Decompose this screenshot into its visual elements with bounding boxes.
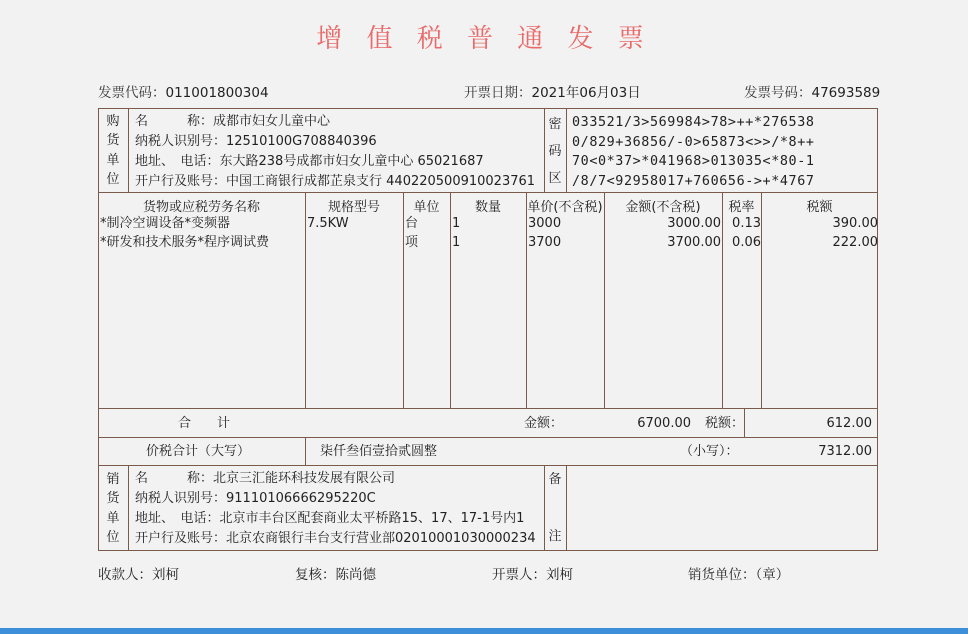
seller-side-char: 销 — [106, 472, 120, 487]
col-divider — [305, 437, 306, 465]
buyer-side-char: 货 — [106, 133, 120, 148]
cipher-line: 70<0*37>*041968>013035<*80-1 — [572, 154, 815, 169]
seller-bank-label: 开户行及账号： — [135, 531, 227, 546]
col-divider — [450, 192, 451, 408]
header-tax: 税额 — [806, 200, 833, 215]
remarks-box — [567, 466, 877, 550]
grand-total-upper: 柒仟叁佰壹拾贰圆整 — [320, 444, 438, 459]
buyer-bank-label: 开户行及账号： — [135, 174, 227, 189]
footer-payee-value: 刘柯 — [152, 567, 179, 583]
seller-address: 北京市丰台区配套商业太平桥路15、17、17-1号内1 — [219, 511, 525, 526]
footer-payee-label: 收款人： — [98, 567, 152, 583]
grand-total-small-label: （小写）： — [680, 444, 739, 459]
buyer-address-label: 地址、 电话： — [135, 154, 220, 169]
invoice-code — [98, 81, 269, 101]
cipher-line: 0/829+36856/-0>65873<>>/*8++ — [572, 134, 815, 150]
cipher-side-char: 区 — [548, 171, 562, 186]
buyer-name-row — [135, 112, 330, 131]
invoice-date-value: 2021年06月03日 — [531, 85, 641, 101]
cipher-side-char: 码 — [548, 144, 562, 159]
footer-issuer-value: 刘柯 — [546, 567, 573, 583]
invoice-number-label: 发票号码： — [744, 85, 812, 101]
item-rate: 0.06 — [732, 235, 761, 250]
footer-issuer — [492, 563, 573, 583]
totals-amount: 6700.00 — [637, 416, 691, 431]
cipher-line: /8/7<92958017+760656->+*4767 — [572, 173, 815, 189]
col-divider — [544, 465, 545, 551]
seller-bank: 北京农商银行丰台支行营业部02010001030000234 — [226, 531, 536, 546]
remarks-side-char: 注 — [548, 529, 562, 544]
grand-total-label: 价税合计（大写） — [146, 444, 251, 459]
col-divider — [744, 408, 745, 437]
seller-side-char: 单 — [106, 511, 120, 526]
item-tax: 390.00 — [832, 216, 878, 231]
footer-seller-stamp: （章） — [755, 567, 790, 583]
item-rate: 0.13 — [732, 216, 761, 231]
buyer-side-char: 单 — [106, 153, 120, 168]
footer-issuer-label: 开票人： — [492, 567, 546, 583]
cipher-line: 033521/3>569984>78>++*276538 — [572, 115, 815, 130]
totals-tax: 612.00 — [826, 416, 872, 431]
item-price: 3700 — [528, 235, 562, 250]
invoice-code-label: 发票代码： — [98, 85, 166, 101]
header-price: 单价(不含税) — [527, 200, 603, 215]
col-divider — [566, 108, 567, 192]
buyer-name-label: 名 称： — [135, 114, 214, 129]
invoice-title: 增 值 税 普 通 发 票 — [316, 24, 652, 54]
seller-tax-id: 91110106666295220C — [226, 491, 376, 506]
buyer-bank-row — [135, 172, 535, 191]
invoice-number — [744, 81, 880, 101]
item-unit: 项 — [405, 235, 419, 250]
header-spec: 规格型号 — [327, 200, 380, 215]
totals-label: 合 计 — [178, 416, 231, 431]
bottom-accent-bar — [0, 628, 968, 634]
footer-payee — [98, 563, 179, 583]
col-divider — [403, 192, 404, 408]
footer-seller — [688, 563, 789, 583]
item-amount: 3000.00 — [667, 216, 721, 231]
col-divider — [128, 108, 129, 192]
footer-reviewer — [295, 563, 376, 583]
item-spec: 7.5KW — [307, 216, 349, 231]
invoice-date-label: 开票日期： — [464, 85, 532, 101]
buyer-address-row — [135, 152, 484, 171]
col-divider — [305, 192, 306, 408]
totals-tax-label: 税额： — [705, 416, 745, 431]
seller-side-char: 货 — [106, 491, 120, 506]
invoice-code-value: 011001800304 — [165, 85, 269, 101]
totals-amount-label: 金额： — [524, 416, 564, 431]
cipher-side-char: 密 — [548, 117, 562, 132]
seller-tax-id-label: 纳税人识别号： — [135, 491, 227, 506]
seller-address-row — [135, 509, 524, 528]
buyer-tax-id: 12510100G708840396 — [226, 134, 377, 149]
seller-side-char: 位 — [106, 530, 120, 545]
seller-bank-row — [135, 529, 536, 548]
item-price: 3000 — [528, 216, 562, 231]
buyer-bank: 中国工商银行成都芷泉支行 4402205009100237​61 — [226, 174, 536, 189]
seller-name-row — [135, 469, 395, 488]
item-qty: 1 — [452, 235, 461, 250]
invoice-number-value: 47693589 — [811, 85, 881, 101]
footer-reviewer-value: 陈尚德 — [335, 567, 376, 583]
col-divider — [128, 465, 129, 551]
buyer-side-char: 购 — [106, 114, 120, 129]
header-amount: 金额(不含税) — [625, 200, 701, 215]
header-unit: 单位 — [413, 200, 440, 215]
invoice-date — [464, 81, 641, 101]
col-divider — [526, 192, 527, 408]
item-name: *研发和技术服务*程序调试费 — [100, 235, 270, 250]
buyer-name: 成都市妇女儿童中心 — [213, 114, 331, 129]
item-name: *制冷空调设备*变频器 — [100, 216, 231, 231]
footer-reviewer-label: 复核： — [295, 567, 336, 583]
grand-total-small: 7312.00 — [818, 444, 872, 459]
seller-name: 北京三汇能环科技发展有限公司 — [213, 471, 396, 486]
seller-tax-id-row — [135, 489, 376, 508]
buyer-tax-id-label: 纳税人识别号： — [135, 134, 227, 149]
header-qty: 数量 — [474, 200, 501, 215]
row-divider — [98, 408, 878, 409]
item-amount: 3700.00 — [667, 235, 721, 250]
remarks-side-char: 备 — [548, 472, 562, 487]
buyer-side-char: 位 — [106, 172, 120, 187]
item-unit: 台 — [405, 216, 419, 231]
row-divider — [98, 437, 878, 438]
seller-address-label: 地址、 电话： — [135, 511, 220, 526]
footer-seller-label: 销货单位： — [688, 567, 756, 583]
buyer-address: 东大路238号成都市妇女儿童中心 65021687 — [219, 154, 484, 169]
header-rate: 税率 — [728, 200, 755, 215]
col-divider — [544, 108, 545, 192]
seller-name-label: 名 称： — [135, 471, 214, 486]
item-tax: 222.00 — [832, 235, 878, 250]
header-name: 货物或应税劳务名称 — [142, 200, 260, 215]
item-qty: 1 — [452, 216, 461, 231]
buyer-tax-id-row — [135, 132, 377, 151]
